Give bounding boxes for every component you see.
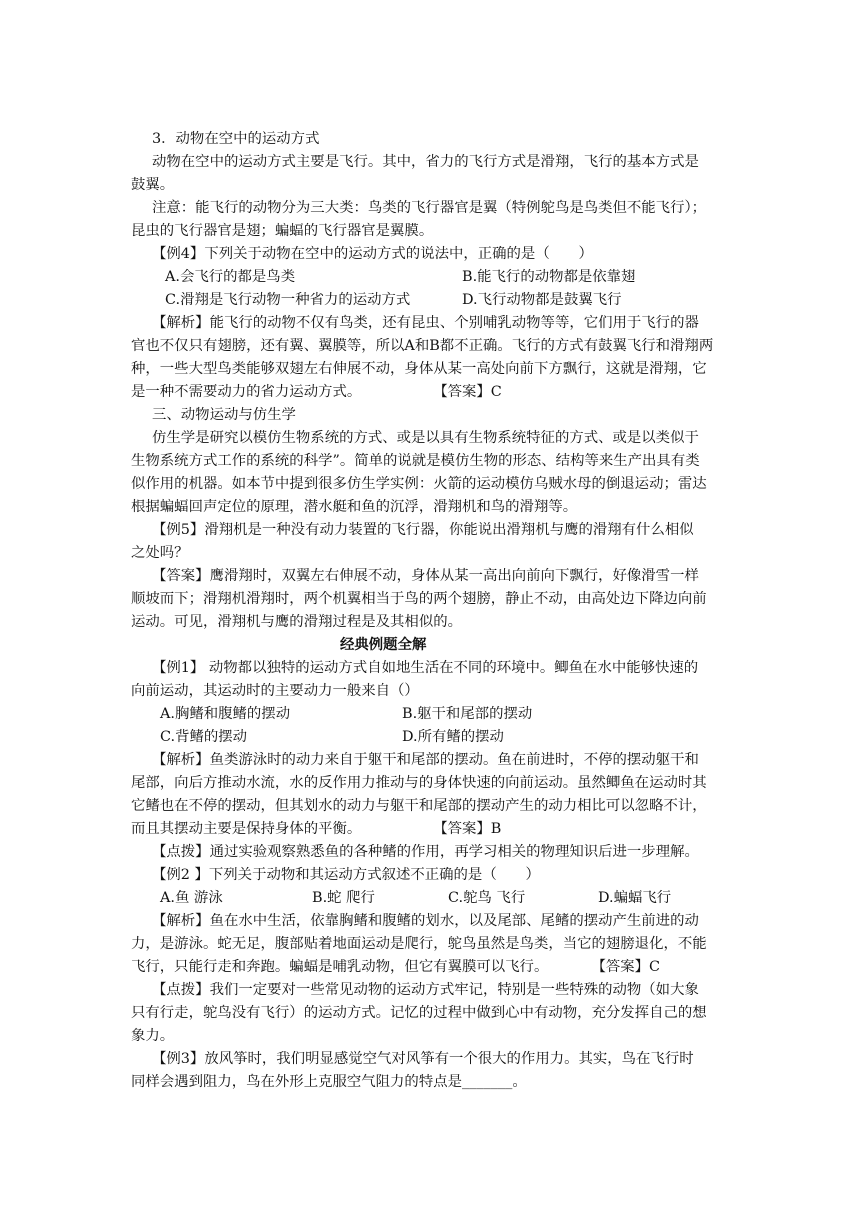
analysis-line: 种，一些大型鸟类能够双翅左右伸展不动，身体从某一高处向前下方飘行，这就是滑翔，它: [131, 361, 707, 377]
question-stem: 之处吗？: [131, 545, 189, 561]
analysis-line: 它鳍也在不停的摆动，但其划水的动力与躯干和尾部的摆动产生的动力相比可以忽略不计，: [131, 798, 707, 814]
option-d: D.飞行动物都是鼓翼飞行: [462, 292, 622, 308]
option-b: B.能飞行的动物都是依靠翅: [462, 269, 636, 285]
question-stem: 【例1】 动物都以独特的运动方式自如地生活在不同的环境中。鲫鱼在水中能够快速的: [152, 660, 699, 676]
option-d: D.蝙蝠飞行: [598, 890, 672, 906]
answer-line: 【答案】鹰滑翔时，双翼左右伸展不动，身体从某一高出向前向下飘行，好像滑雪一样: [152, 568, 699, 584]
analysis-line: 是一种不需要动力的省力运动方式。 【答案】C: [131, 384, 502, 400]
analysis-line: 官也不仅只有翅膀，还有翼、翼膜等，所以A和B都不正确。飞行的方式有鼓翼飞行和滑翔两: [131, 338, 714, 354]
option-c: C.鸵鸟 飞行: [448, 890, 526, 906]
answer-line: 顺坡而下；滑翔机滑翔时，两个机翼相当于鸟的两个翅膀，静止不动，由高处边下降边向前: [131, 591, 707, 607]
option-c: C.背鳍的摆动: [160, 729, 248, 745]
question-stem: 【例4】下列关于动物在空中的运动方式的说法中，正确的是（ ）: [152, 246, 593, 262]
question-stem: 【例2 】下列关于动物和其运动方式叙述不正确的是（ ）: [152, 867, 540, 883]
tip-line: 【点拨】通过实验观察熟悉鱼的各种鳍的作用，再学习相关的物理知识后进一步理解。: [152, 844, 699, 860]
analysis-line: 而且其摆动主要是保持身体的平衡。 【答案】B: [131, 821, 502, 837]
analysis-line: 【解析】鱼在水中生活，依靠胸鳍和腹鳍的划水，以及尾部、尾鳍的摆动产生前进的动: [152, 913, 699, 929]
tip-line: 只有行走，鸵鸟没有飞行）的运动方式。记忆的过程中做到心中有动物，充分发挥自己的想: [131, 1005, 707, 1021]
paragraph-line: 似作用的机器。如本节中提到很多仿生学实例：火箭的运动模仿乌贼水母的倒退运动；雷达: [131, 476, 707, 492]
paragraph-line: 注意：能飞行的动物分为三大类：鸟类的飞行器官是翼（特例鸵鸟是鸟类但不能飞行）；: [152, 200, 707, 216]
section-heading: 3．动物在空中的运动方式: [152, 131, 320, 147]
question-stem: 向前运动，其运动时的主要动力一般来自（）: [131, 683, 419, 699]
option-c: C.滑翔是飞行动物一种省力的运动方式: [165, 292, 411, 308]
section-heading: 三、动物运动与仿生学: [152, 407, 296, 423]
analysis-line: 【解析】能飞行的动物不仅有鸟类，还有昆虫、个别哺乳动物等等，它们用于飞行的器: [152, 315, 699, 331]
analysis-line: 尾部，向后方推动水流，水的反作用力推动与的身体快速的向前运动。虽然鲫鱼在运动时其: [131, 775, 707, 791]
paragraph-line: 仿生学是研究以模仿生物系统的方式、或是以具有生物系统特征的方式、或是以类似于: [152, 430, 699, 446]
paragraph-line: 鼓翼。: [131, 177, 175, 193]
paragraph-line: 生物系统方式工作的系统的科学”。简单的说就是模仿生物的形态、结构等来生产出具有类: [131, 453, 700, 469]
option-a: A.会飞行的都是鸟类: [165, 269, 296, 285]
question-stem: 【例3】放风筝时，我们明显感觉空气对风筝有一个很大的作用力。其实，鸟在飞行时: [152, 1051, 694, 1067]
option-a: A.鱼 游泳: [160, 890, 223, 906]
option-b: B.躯干和尾部的摆动: [402, 706, 533, 722]
paragraph-line: 昆虫的飞行器官是翅；蝙蝠的飞行器官是翼膜。: [131, 223, 434, 239]
option-b: B.蛇 爬行: [312, 890, 375, 906]
analysis-line: 飞行，只能行走和奔跑。蝙蝠是哺乳动物，但它有翼膜可以飞行。 【答案】C: [131, 959, 661, 975]
analysis-line: 力，是游泳。蛇无足，腹部贴着地面运动是爬行，鸵鸟虽然是鸟类，当它的翅膀退化，不能: [131, 936, 707, 952]
option-a: A.胸鳍和腹鳍的摆动: [160, 706, 291, 722]
option-d: D.所有鳍的摆动: [402, 729, 504, 745]
question-stem: 同样会遇到阻力，鸟在外形上克服空气阻力的特点是_______。: [131, 1074, 527, 1090]
section-title: 经典例题全解: [340, 637, 427, 653]
tip-line: 【点拨】我们一定要对一些常见动物的运动方式牢记，特别是一些特殊的动物（如大象: [152, 982, 699, 998]
tip-line: 象力。: [131, 1028, 175, 1044]
analysis-line: 【解析】鱼类游泳时的动力来自于躯干和尾部的摆动。鱼在前进时，不停的摆动躯干和: [152, 752, 699, 768]
question-stem: 【例5】滑翔机是一种没有动力装置的飞行器，你能说出滑翔机与鹰的滑翔有什么相似: [152, 522, 694, 538]
answer-line: 运动。可见，滑翔机与鹰的滑翔过程是及其相似的。: [131, 614, 462, 630]
paragraph-line: 动物在空中的运动方式主要是飞行。其中，省力的飞行方式是滑翔，飞行的基本方式是: [152, 154, 699, 170]
paragraph-line: 根据蝙蝠回声定位的原理，潜水艇和鱼的沉浮，滑翔机和鸟的滑翔等。: [131, 499, 578, 515]
